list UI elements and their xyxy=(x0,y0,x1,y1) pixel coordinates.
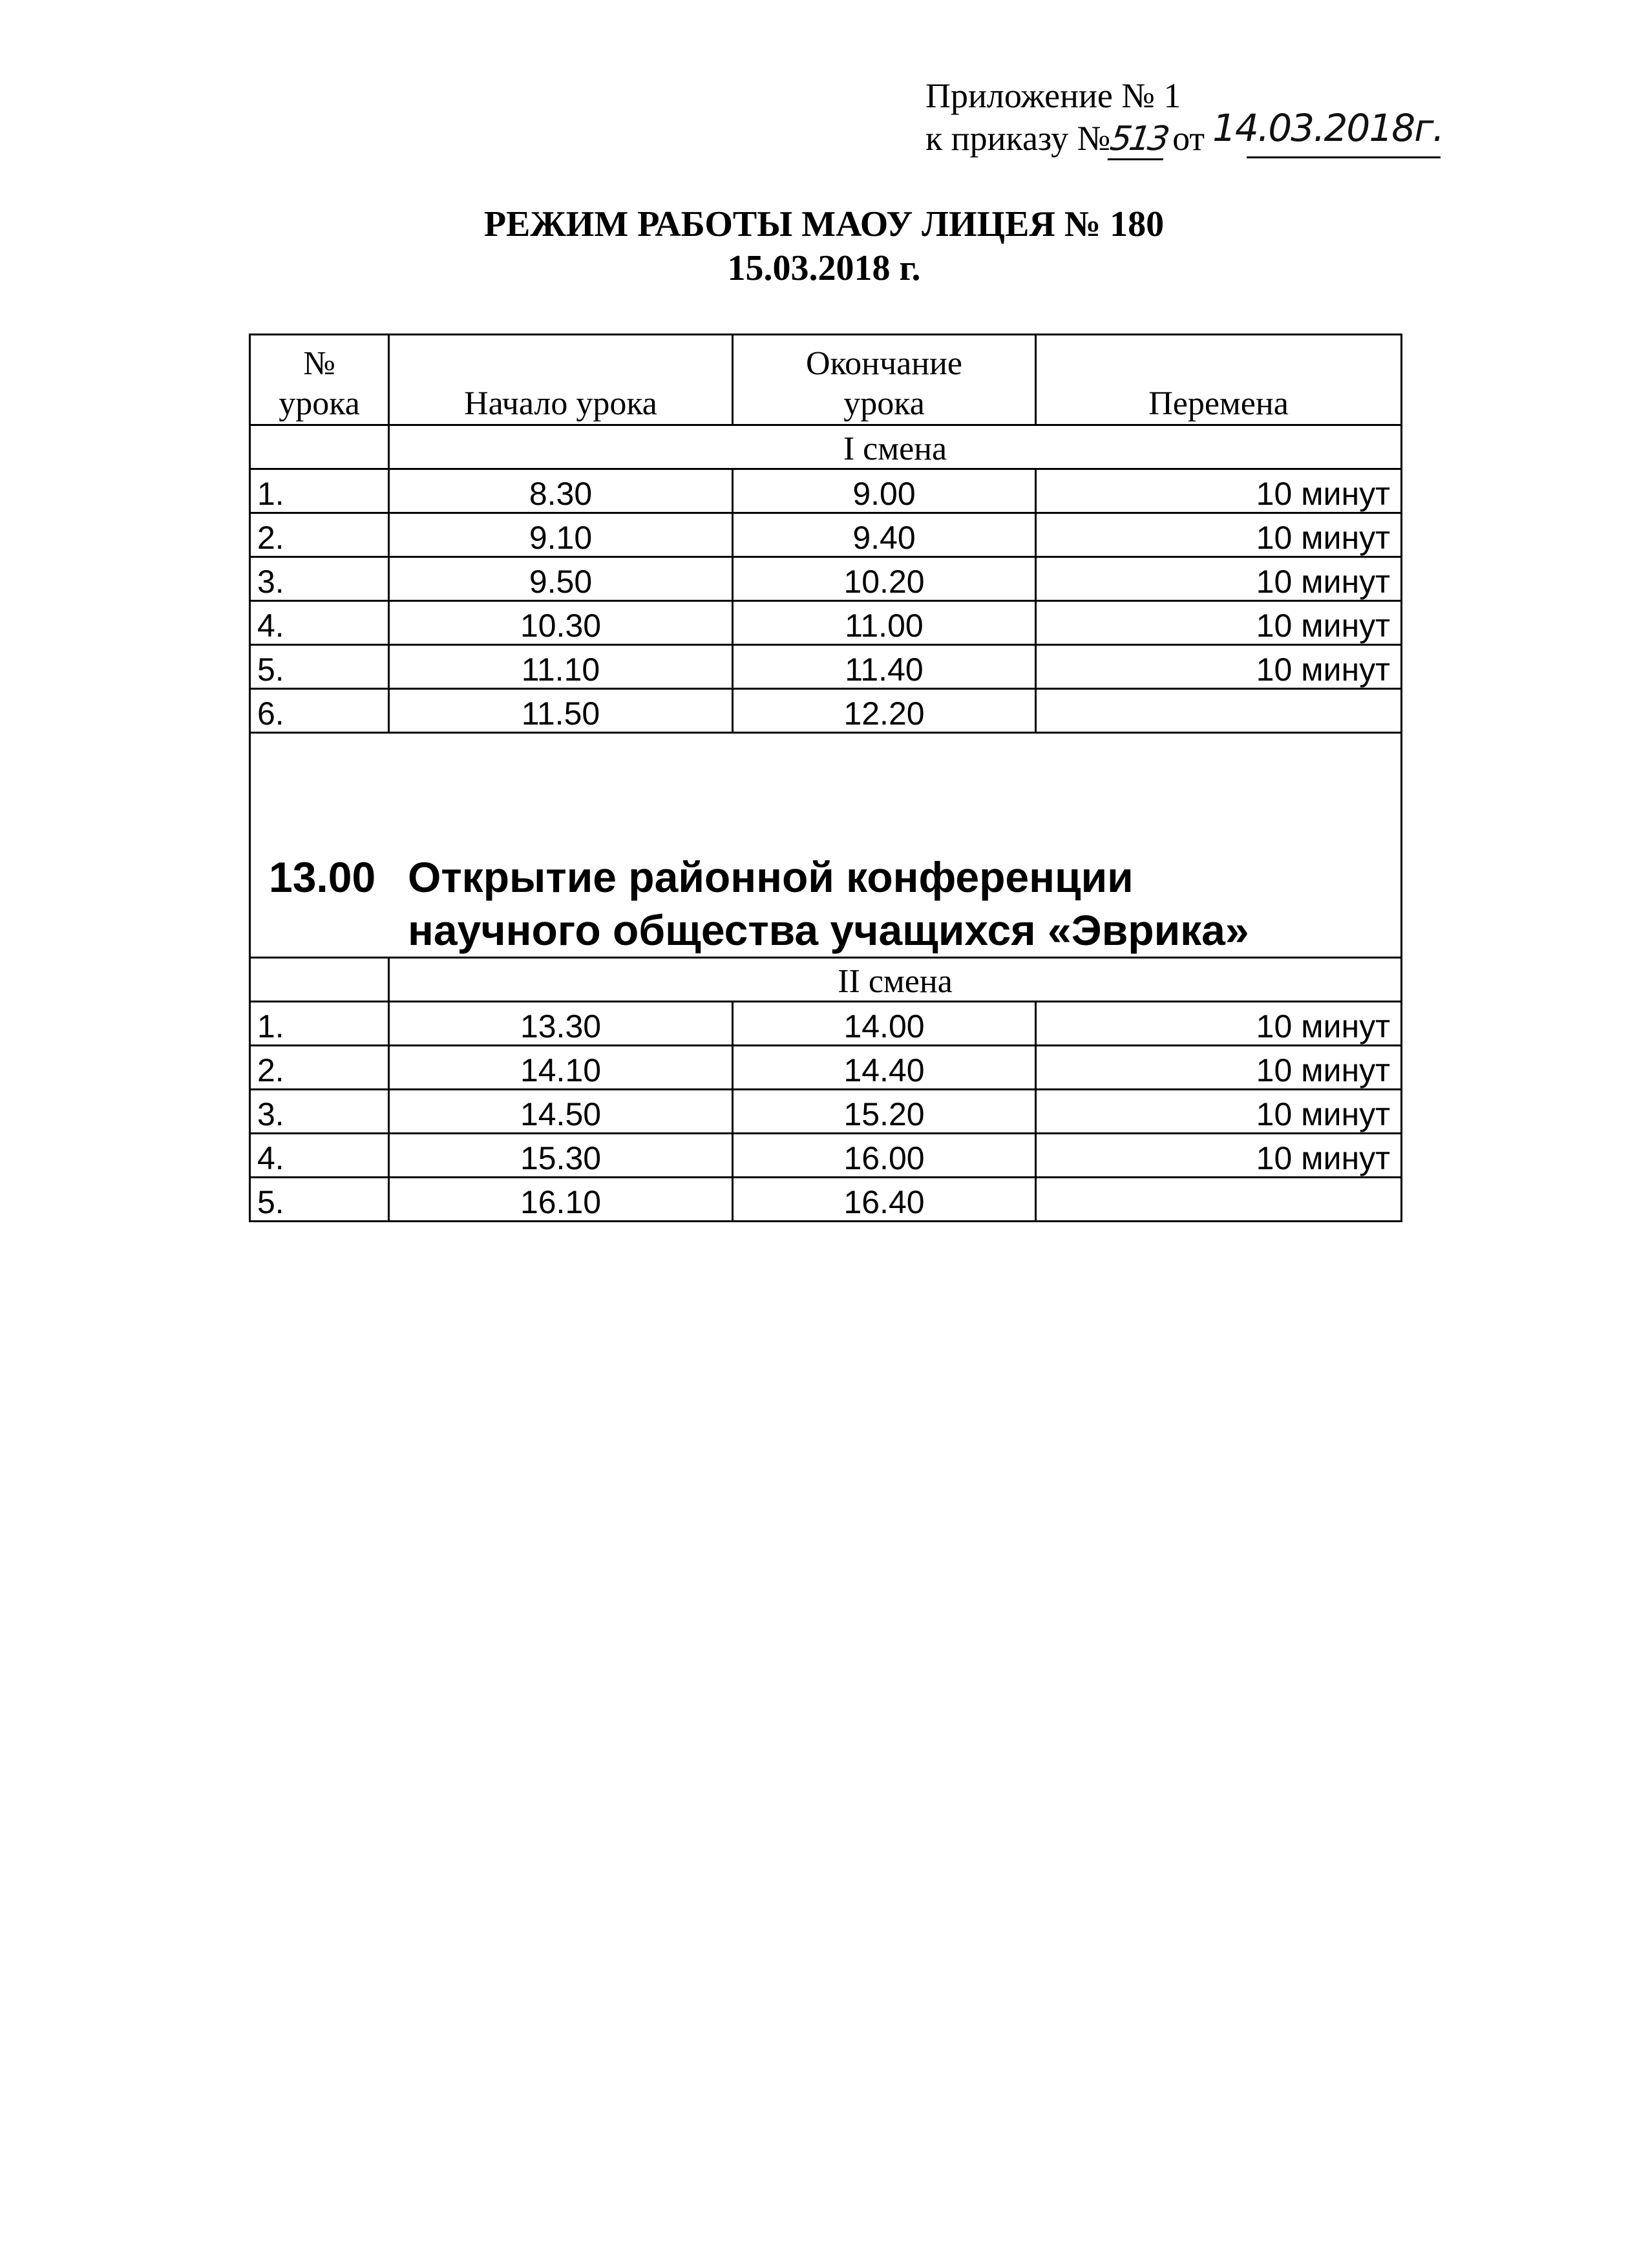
lesson-end: 14.00 xyxy=(733,1002,1036,1046)
appendix-block xyxy=(925,74,1444,160)
lesson-start: 13.30 xyxy=(389,1002,733,1046)
lesson-break: 10 минут xyxy=(1036,513,1402,557)
lesson-end: 9.00 xyxy=(733,469,1036,513)
lesson-break: 10 минут xyxy=(1036,601,1402,645)
table-row xyxy=(250,1134,1402,1178)
header-end: Окончание урока xyxy=(733,335,1036,425)
lesson-start: 11.10 xyxy=(389,645,733,689)
lesson-break: 10 минут xyxy=(1036,1002,1402,1046)
lesson-start: 14.50 xyxy=(389,1090,733,1134)
lesson-number: 6. xyxy=(250,689,389,733)
event-row xyxy=(250,733,1402,958)
lesson-number: 2. xyxy=(250,1046,389,1090)
lesson-end: 15.20 xyxy=(733,1090,1036,1134)
shift-1-label: I смена xyxy=(389,425,1402,469)
schedule-table xyxy=(249,334,1402,1222)
order-number-handwritten: 513 xyxy=(1108,120,1169,160)
table-row xyxy=(250,689,1402,733)
lesson-end: 11.40 xyxy=(733,645,1036,689)
table-header-row xyxy=(250,335,1402,425)
lesson-number: 5. xyxy=(250,645,389,689)
order-prefix: к приказу № xyxy=(925,119,1111,158)
lesson-number: 2. xyxy=(250,513,389,557)
table-row xyxy=(250,1002,1402,1046)
lesson-end: 16.40 xyxy=(733,1178,1036,1222)
event-cell xyxy=(250,733,1402,958)
shift-1-empty-cell xyxy=(250,425,389,469)
lesson-start: 10.30 xyxy=(389,601,733,645)
lesson-break xyxy=(1036,1178,1402,1222)
appendix-line-1: Приложение № 1 xyxy=(925,76,1181,115)
lesson-break: 10 минут xyxy=(1036,645,1402,689)
lesson-break: 10 минут xyxy=(1036,1134,1402,1178)
lesson-end: 16.00 xyxy=(733,1134,1036,1178)
lesson-start: 16.10 xyxy=(389,1178,733,1222)
lesson-start: 9.10 xyxy=(389,513,733,557)
table-row xyxy=(250,513,1402,557)
event-description xyxy=(408,851,1394,957)
lesson-end: 11.00 xyxy=(733,601,1036,645)
lesson-end: 10.20 xyxy=(733,557,1036,601)
table-row xyxy=(250,1090,1402,1134)
order-date-prefix: от xyxy=(1172,119,1205,158)
lesson-end: 9.40 xyxy=(733,513,1036,557)
event-line-2: научного общества учащихся «Эврика» xyxy=(408,906,1249,954)
table-row xyxy=(250,557,1402,601)
shift-2-rows xyxy=(250,1002,1402,1222)
table-row xyxy=(250,469,1402,513)
table-row xyxy=(250,601,1402,645)
lesson-number: 1. xyxy=(250,1002,389,1046)
lesson-break: 10 минут xyxy=(1036,469,1402,513)
lesson-start: 15.30 xyxy=(389,1134,733,1178)
shift-1-rows xyxy=(250,469,1402,733)
lesson-end: 14.40 xyxy=(733,1046,1036,1090)
lesson-break: 10 минут xyxy=(1036,557,1402,601)
lesson-break xyxy=(1036,689,1402,733)
shift-2-empty-cell xyxy=(250,958,389,1002)
document-title: РЕЖИМ РАБОТЫ МАОУ ЛИЦЕЯ № 180 xyxy=(483,204,1165,244)
lesson-break: 10 минут xyxy=(1036,1090,1402,1134)
lesson-number: 3. xyxy=(250,1090,389,1134)
order-date-underline xyxy=(1247,156,1441,158)
event-time: 13.00 xyxy=(269,853,376,901)
lesson-number: 5. xyxy=(250,1178,389,1222)
lesson-number: 4. xyxy=(250,1134,389,1178)
shift-1-row xyxy=(250,425,1402,469)
shift-2-row xyxy=(250,958,1402,1002)
lesson-end: 12.20 xyxy=(733,689,1036,733)
lesson-start: 8.30 xyxy=(389,469,733,513)
event-line-1: Открытие районной конференции xyxy=(408,853,1134,901)
lesson-break: 10 минут xyxy=(1036,1046,1402,1090)
lesson-number: 3. xyxy=(250,557,389,601)
lesson-number: 4. xyxy=(250,601,389,645)
order-date-handwritten: 14.03.2018г. xyxy=(1212,106,1444,150)
header-break: Перемена xyxy=(1036,335,1402,425)
lesson-start: 14.10 xyxy=(389,1046,733,1090)
lesson-start: 11.50 xyxy=(389,689,733,733)
header-start: Начало урока xyxy=(389,335,733,425)
lesson-start: 9.50 xyxy=(389,557,733,601)
header-lesson-number: № урока xyxy=(250,335,389,425)
document-date: 15.03.2018 г. xyxy=(727,248,921,288)
lesson-number: 1. xyxy=(250,469,389,513)
table-row xyxy=(250,1046,1402,1090)
table-row xyxy=(250,1178,1402,1222)
shift-2-label: II смена xyxy=(389,958,1402,1002)
appendix-line-2 xyxy=(925,106,1444,160)
table-row xyxy=(250,645,1402,689)
